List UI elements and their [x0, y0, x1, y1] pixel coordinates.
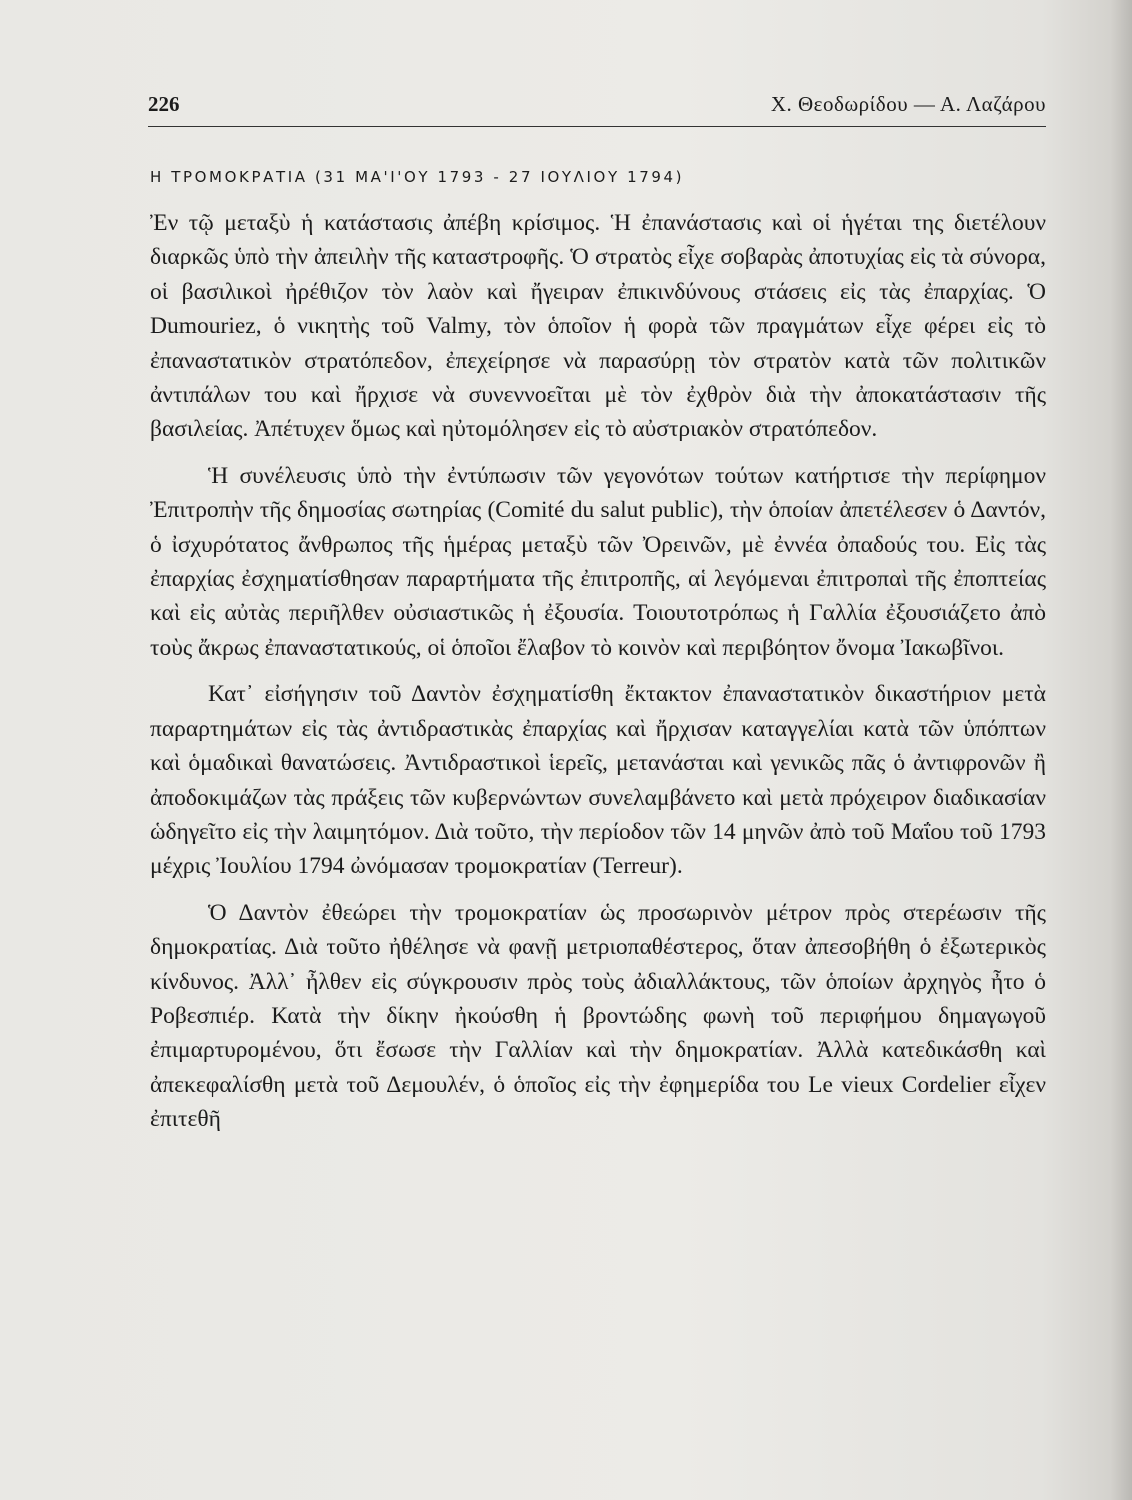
paragraph: Κατ᾽ εἰσήγησιν τοῦ Δαντὸν ἐσχηματίσθη ἔκτακτον ἐπαναστατικὸν δικαστήριον μετὰ παραρτημάτων εἰς τὰς ἀντιδραστικὰς ἐπαρχίας καὶ ἤρχισαν καταγγελίαι κατὰ τῶν ὑπόπτων καὶ ὁμαδικαὶ θανατώσεις. Ἀντιδραστικοὶ ἱερεῖς, μετανάσται καὶ γενικῶς πᾶς ὁ ἀντιφρονῶν ἢ ἀποδοκιμάζων τὰς πράξεις τῶν κυβερνώντων συνελαμβάνετο καὶ μετὰ πρόχειρον διαδικασίαν ὡδηγεῖτο εἰς τὴν λαιμητόμον. Διὰ τοῦτο, τὴν περίοδον τῶν 14 μηνῶν ἀπὸ τοῦ Μαΐου τοῦ 1793 μέχρις Ἰουλίου 1794 ὠνόμασαν τρομοκρατίαν (Terreur).: [150, 681, 1046, 880]
paragraph: Ἐν τῷ μεταξὺ ἡ κατάστασις ἀπέβη κρίσιμος. Ἡ ἐπανάστασις καὶ οἱ ἡγέται της διετέλουν διαρκῶς ὑπὸ τὴν ἀπειλὴν τῆς καταστροφῆς. Ὁ στρατὸς εἶχε σοβαρὰς ἀποτυχίας εἰς τὰ σύνορα, οἱ βασιλικοὶ ἠρέθιζον τὸν λαὸν καὶ ἤγειραν ἐπικινδύνους στάσεις εἰς τὰς ἐπαρχίας. Ὁ Dumouriez, ὁ νικητὴς τοῦ Valmy, τὸν ὁποῖον ἡ φορὰ τῶν πραγμάτων εἶχε φέρει εἰς τὸ ἐπαναστατικὸν στρατόπεδον, ἐπεχείρησε νὰ παρασύρῃ τὸν στρατὸν κατὰ τῶν πολιτικῶν ἀντιπάλων του καὶ ἤρχισε νὰ συνεννοεῖται μὲ τὸν ἐχθρὸν διὰ τὴν ἀποκατάστασιν τῆς βασιλείας. Ἀπέτυχεν ὅμως καὶ ηὐτομόλησεν εἰς τὸ αὐστριακὸν στρατόπεδον.: [150, 210, 1046, 443]
paragraph: Ἡ συνέλευσις ὑπὸ τὴν ἐντύπωσιν τῶν γεγονότων τούτων κατήρτισε τὴν περίφημον Ἐπιτροπὴν τῆς δημοσίας σωτηρίας (Comité du salut public), τὴν ὁποίαν ἀπετέλεσεν ὁ Δαντόν, ὁ ἰσχυρότατος ἄνθρωπος τῆς ἡμέρας μεταξὺ τῶν Ὀρεινῶν, μὲ ἐννέα ὀπαδούς του. Εἰς τὰς ἐπαρχίας ἐσχηματίσθησαν παραρτήματα τῆς ἐπιτροπῆς, αἱ λεγόμεναι ἐπιτροπαὶ τῆς ἐποπτείας καὶ εἰς αὐτὰς περιῆλθεν οὐσιαστικῶς ἡ ἐξουσία. Τοιουτοτρόπως ἡ Γαλλία ἐξουσιάζετο ἀπὸ τοὺς ἄκρως ἐπαναστατικούς, οἱ ὁποῖοι ἔλαβον τὸ κοινὸν καὶ περιβόητον ὄνομα Ἰακωβῖνοι.: [150, 462, 1046, 661]
section-heading: Η ΤΡΟΜΟΚΡΑΤΙΑ (31 ΜΑ'Ι'ΟΥ 1793 - 27 ΙΟΥΛΙΟΥ 1794): [150, 168, 685, 186]
body-text: [150, 206, 1046, 1137]
running-head: Χ. Θεοδωρίδου — Α. Λαζάρου: [770, 92, 1046, 116]
page-header: [148, 92, 1046, 122]
paragraph: Ὁ Δαντὸν ἐθεώρει τὴν τρομοκρατίαν ὡς προσωρινὸν μέτρον πρὸς στερέωσιν τῆς δημοκρατίας. Διὰ τοῦτο ἠθέλησε νὰ φανῇ μετριοπαθέστερος, ὅταν ἀπεσοβήθη ὁ ἐξωτερικὸς κίνδυνος. Ἀλλ᾽ ἦλθεν εἰς σύγκρουσιν πρὸς τοὺς ἀδιαλλάκτους, τῶν ὁποίων ἀρχηγὸς ἦτο ὁ Ροβεσπιέρ. Κατὰ τὴν δίκην ἠκούσθη ἡ βροντώδης φωνὴ τοῦ περιφήμου δημαγωγοῦ ἐπιμαρτυρομένου, ὅτι ἔσωσε τὴν Γαλλίαν καὶ τὴν δημοκρατίαν. Ἀλλὰ κατεδικάσθη καὶ ἀπεκεφαλίσθη μετὰ τοῦ Δεμουλέν, ὁ ὁποῖος εἰς τὴν ἐφημερίδα του Le vieux Cordelier εἶχεν ἐπιτεθῆ: [150, 899, 1046, 1133]
page-edge-shadow: [1110, 0, 1132, 1500]
header-rule: [148, 126, 1046, 127]
page-number: 226: [148, 92, 180, 116]
